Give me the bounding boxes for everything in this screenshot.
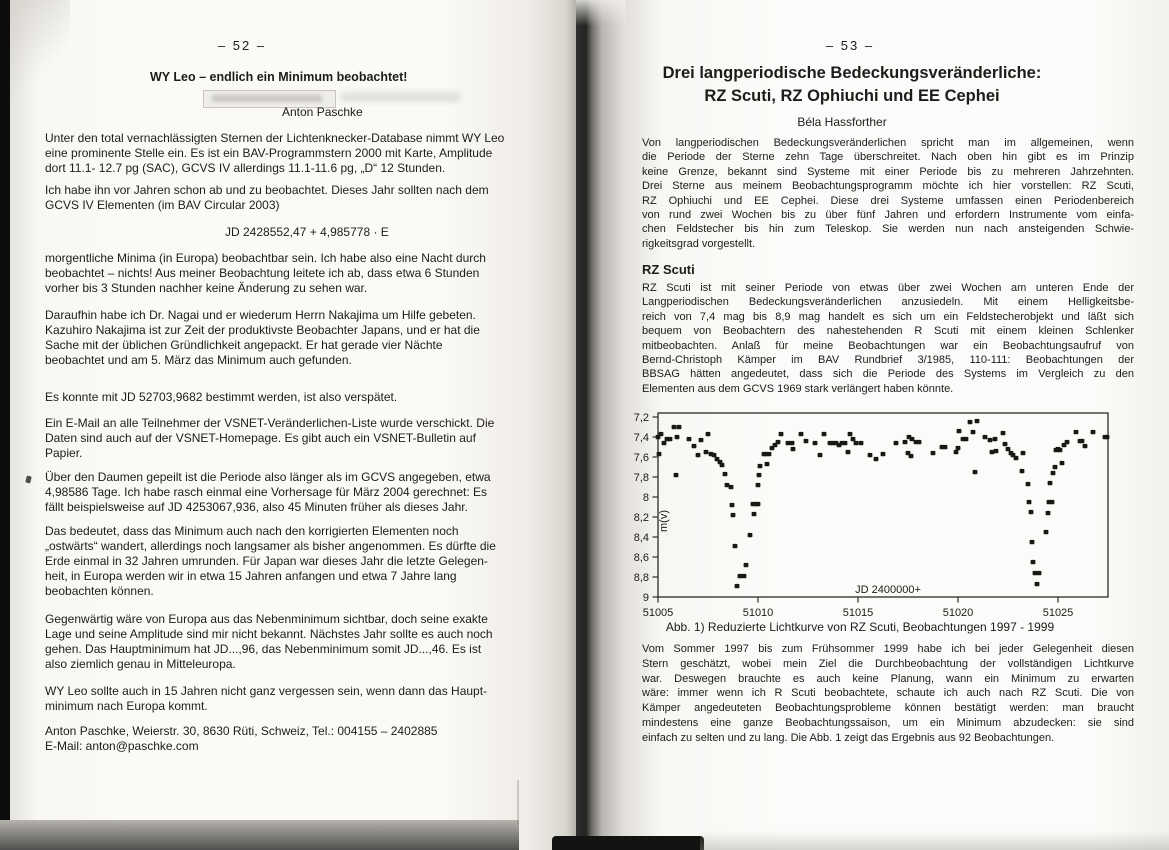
bottom-shadow-left: [0, 820, 519, 850]
paragraph: Es konnte mit JD 52703,9682 bestimmt werden, ist also verspätet.: [45, 390, 398, 404]
author-anton-paschke: Anton Paschke: [282, 105, 363, 119]
figure-caption: Abb. 1) Reduzierte Lichtkurve von RZ Scuti, Beobachtungen 1997 - 1999: [665, 620, 1055, 634]
gutter-bottom-blob: [552, 836, 704, 850]
svg-text:51010: 51010: [742, 607, 774, 619]
paragraph: Daraufhin habe ich Dr. Nagai und er wiederum Herrn Nakajima um Hilfe gebeten. Kazuhiro Nakajima ist zur Zeit der produktivste Beobachter Japans, und er hat die Sache mit der üblichen Gründlichkeit angepackt. Er hat gerade vier Nächte beobachtet und am 5. März das Minimum auch gefunden.: [45, 308, 480, 367]
page-curl-line: [517, 780, 519, 824]
author-bela-hassforther: Béla Hassforther: [797, 115, 887, 129]
intro-paragraph: Von langperiodischen Bedeckungsveränderlichen spricht man im allgemeinen, wenn die Periode der Sterne zehn Tage überschreitet. Nach oben hin gibt es im Prinzip keine Grenze, bekannt sind Systeme mit einer Periode bis zu mehreren Jahrzehnten. Drei Sterne aus meinem Beobachtungsprogramm möchte ich hier vorstellen: RZ Scuti, RZ Ophiuchi und EE Cephei. Diese drei Systeme umfassen einen Periodenbereich von rund zwei Wochen bis zu über fünf Jahren und erfordern Instrumente vom einfa- chen Feldstecher bis hin zum Teleskop. Sie werden nun nach ansteigenden Schwie- rigkeitsgrad vorgestellt.: [642, 137, 1134, 250]
bottom-shadow-right: [700, 831, 1169, 850]
light-curve-chart: [632, 406, 1117, 624]
section-paragraph: RZ Scuti ist mit seiner Periode von etwas über zwei Wochen am unteren Ende der Langperiodischen Bedeckungsveränderlichen anzusiedeln. Mit einem Helligkeitsbe- reich von 7,4 mag bis 8,9 mag handelt es sich um ein Feldstecherobjekt und läßt sich bequem von Beobachtern des nahestehenden R Scuti mit einem kleinen Schlenker mitbeobachten. Anlaß für meine Beobachtungen war ein Beobachtungsaufruf von Bernd-Christoph Kämper im BAV Rundbrief 3/1985, 110-111: Beobachtungen der BBSAG hätten angedeutet, dass sich die Periode des Systems im Vergleich zu den Elementen aus dem GCVS 1969 stark verlängert haben könnte.: [642, 282, 1134, 395]
paragraph: Unter den total vernachlässigten Sternen der Lichtenknecker-Database nimmt WY Leo eine prominente Stelle ein. Es ist ein BAV-Programmstern 2000 mit Karte, Amplitude dort 11.1- 12.7 pg (SAC), GCVS IV allerdings 11.1-11.6 pg, „D“ 12 Stunden.: [45, 131, 505, 175]
article-title-bedeckungsveraenderliche: Drei langperiodische Bedeckungsveränderliche: RZ Scuti, RZ Ophiuchi und EE Cephei: [662, 64, 1042, 105]
paragraph: WY Leo sollte auch in 15 Jahren nicht ganz vergessen sein, wenn dann das Haupt- minimum nach Europa kommt.: [45, 684, 488, 713]
svg-text:m(v): m(v): [658, 510, 670, 532]
page-number-53: – 53 –: [825, 38, 875, 53]
article-title-wy-leo: WY Leo – endlich ein Minimum beobachtet!: [150, 70, 408, 84]
svg-text:8,6: 8,6: [633, 552, 649, 564]
ephemeris-formula: JD 2428552,47 + 4,985778 · E: [225, 225, 389, 239]
svg-text:8,2: 8,2: [633, 512, 649, 524]
contact-info: Anton Paschke, Weierstr. 30, 8630 Rüti, Schweiz, Tel.: 004155 – 2402885 E-Mail: anton@paschke.com: [45, 724, 438, 753]
section-heading-rz-scuti: RZ Scuti: [642, 262, 695, 277]
svg-text:7,4: 7,4: [633, 432, 649, 444]
svg-text:51025: 51025: [1042, 607, 1074, 619]
page-number-52: – 52 –: [217, 38, 267, 53]
scan-corner-shade: [10, 0, 70, 100]
paragraph: Das bedeutet, dass das Minimum auch nach den korrigierten Elementen noch „ostwärts“ wandert, allerdings noch langsamer als bisher angenommen. Es dürfte die Erde einmal in 32 Jahren umrunden. Für Japan war dieses Jahr die letzte Gelegen- heit, in Europa werden wir in etwa 15 Jahren anfangen und etwa 7 Jahre lang beobachten können.: [45, 524, 496, 598]
closing-paragraph: Vom Sommer 1997 bis zum Frühsommer 1999 habe ich bei jeder Gelegenheit diesen Stern geschätzt, wobei mein Ziel die Durchbeobachtung der vollständigen Lichtkurve war. Deswegen brauchte es auch keine Planung, wann ein Minimum zu erwarten wäre: immer wenn ich R Scuti beobachtete, schaute ich auch nach RZ Scuti. Die von Kämper angedeuteten Beobachtungsprobleme können bestätigt werden: man braucht mindestens eine ganze Beobachtungssaison, um ein Minimum abzudecken: sie sind einfach zu selten und zu lang. Die Abb. 1 zeigt das Ergebnis aus 92 Beobachtungen.: [642, 643, 1134, 744]
paragraph: Gegenwärtig wäre von Europa aus das Nebenminimum sichtbar, doch seine exakte Lage und seine Amplitude sind mir nicht bekannt. Nächstes Jahr sollte es auch noch gehen. Das Hauptminimum hat JD...,96, das Nebenminimum somit JD...,46. Es ist also ziemlich genau in Mitteleuropa.: [45, 612, 493, 671]
scan-edge-left: [0, 0, 10, 850]
svg-text:51015: 51015: [842, 607, 874, 619]
svg-text:8,8: 8,8: [633, 572, 649, 584]
svg-text:7,6: 7,6: [633, 452, 649, 464]
print-through-smudge: [340, 92, 460, 102]
gutter-shadow: [576, 0, 626, 26]
svg-text:51020: 51020: [942, 607, 974, 619]
svg-text:51005: 51005: [642, 607, 674, 619]
print-through-ghost-text: [212, 95, 322, 102]
svg-text:7,2: 7,2: [633, 412, 649, 424]
paragraph: Ich habe ihn vor Jahren schon ab und zu beobachtet. Dieses Jahr sollten nach dem GCVS IV Elementen (im BAV Circular 2003): [45, 183, 489, 212]
svg-text:8,4: 8,4: [633, 532, 649, 544]
svg-text:9: 9: [642, 592, 649, 604]
paragraph: Über den Daumen gepeilt ist die Periode also länger als im GCVS angegeben, etwa 4,98586 Tage. Ich habe rasch einmal eine Vorhersage für März 2004 gerechnet: Es fällt beispielsweise auf JD 4253067,936, also 45 Minuten früher als dieses Jahr.: [45, 470, 491, 514]
svg-text:7,8: 7,8: [633, 472, 649, 484]
paragraph: morgentliche Minima (in Europa) beobachtbar sein. Ich habe also eine Nacht durch beobachtet – nichts! Aus meiner Beobachtung leitete ich ab, dass etwa 6 Stunden vorher bis 3 Stunden nachher keine Änderung zu sehen war.: [45, 251, 486, 295]
svg-text:8: 8: [642, 492, 649, 504]
paragraph: Ein E-Mail an alle Teilnehmer der VSNET-Veränderlichen-Liste wurde verschickt. Die Daten sind auch auf der VSNET-Homepage. Es gibt auch ein VSNET-Bulletin auf Papier.: [45, 416, 495, 460]
svg-text:JD 2400000+: JD 2400000+: [855, 584, 921, 596]
